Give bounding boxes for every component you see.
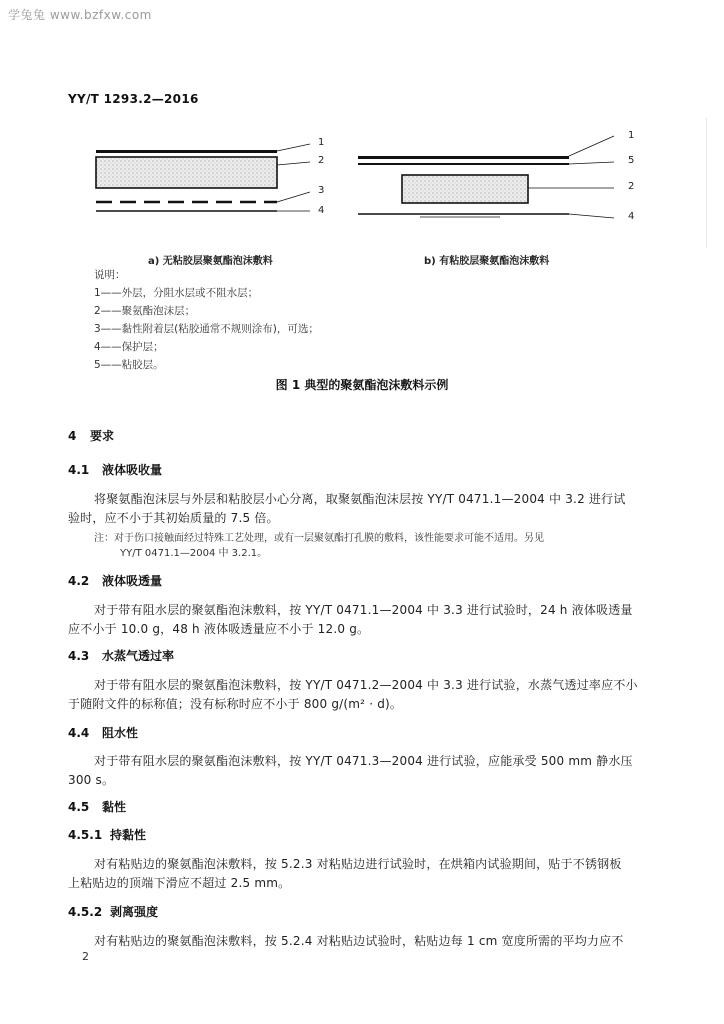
callout-a-2: 2 xyxy=(318,155,325,166)
section-title: 要求 xyxy=(90,429,115,443)
a-foam-layer xyxy=(96,157,277,188)
section-number: 4.5 xyxy=(68,800,90,814)
b-outer-layer xyxy=(358,156,569,159)
figure-title: 图 1 典型的聚氨酯泡沫敷料示例 xyxy=(275,378,449,392)
legend-item: 1——外层，分阻水层或不阻水层； xyxy=(94,287,259,299)
section-4-4-heading xyxy=(68,724,138,741)
callout-b-5: 5 xyxy=(628,155,635,166)
paragraph: 300 s。 xyxy=(68,773,115,787)
section-title: 阻水性 xyxy=(102,726,139,740)
section-number: 4 xyxy=(68,429,77,443)
legend-item: 3——黏性附着层(粘胶通常不规则涂布)，可选； xyxy=(94,323,319,335)
legend-title: 说明： xyxy=(94,269,126,281)
legend-item: 4——保护层； xyxy=(94,341,164,353)
section-4-heading xyxy=(68,427,114,444)
paragraph: 对有粘贴边的聚氨酯泡沫敷料，按 5.2.3 对粘贴边进行试验时，在烘箱内试验期间，贴于不锈钢板 xyxy=(94,857,622,871)
figure-a-layers xyxy=(96,144,310,211)
section-title: 液体吸收量 xyxy=(102,463,163,477)
section-title: 黏性 xyxy=(102,800,127,814)
legend-item: 2——聚氨酯泡沫层； xyxy=(94,305,196,317)
paragraph: 对有粘贴边的聚氨酯泡沫敷料，按 5.2.4 对粘贴边试验时，粘贴边每 1 cm 宽度所需的平均力应不 xyxy=(94,934,624,948)
figure-b-layers xyxy=(358,136,614,218)
callout-a-1: 1 xyxy=(318,137,325,148)
page-number: 2 xyxy=(82,950,89,963)
section-number: 4.4 xyxy=(68,726,90,740)
section-title: 剥离强度 xyxy=(110,905,159,919)
section-number: 4.5.1 xyxy=(68,828,103,842)
paragraph: 上粘贴边的顶端下滑应不超过 2.5 mm。 xyxy=(68,876,291,890)
section-number: 4.3 xyxy=(68,649,90,663)
callout-b-1: 1 xyxy=(628,130,635,141)
section-title: 水蒸气透过率 xyxy=(102,649,175,663)
watermark: 学兔兔 www.bzfxw.com xyxy=(8,8,152,22)
paragraph: 对于带有阻水层的聚氨酯泡沫敷料，按 YY/T 0471.2—2004 中 3.3 进行试验，水蒸气透过率应不小 xyxy=(94,678,638,692)
section-number: 4.2 xyxy=(68,574,90,588)
section-4-1-heading xyxy=(68,461,162,478)
paragraph: 应不小于 10.0 g，48 h 液体吸透量应不小于 12.0 g。 xyxy=(68,622,370,636)
a-outer-layer xyxy=(96,150,277,153)
legend xyxy=(94,266,319,374)
section-4-5-1-heading xyxy=(68,826,146,843)
section-4-3-heading xyxy=(68,647,174,664)
paragraph: 将聚氨酯泡沫层与外层和粘胶层小心分离，取聚氨酯泡沫层按 YY/T 0471.1—2004 中 3.2 进行试 xyxy=(94,492,626,506)
standard-code: YY/T 1293.2—2016 xyxy=(68,92,199,106)
callout-b-2: 2 xyxy=(628,181,635,192)
section-number: 4.5.2 xyxy=(68,905,103,919)
section-4-2-heading xyxy=(68,572,162,589)
note: 注：对于伤口接触面经过特殊工艺处理，或有一层聚氨酯打孔膜的敷料，该性能要求可能不适用。另见 xyxy=(94,533,544,544)
b-adhesive-layer xyxy=(358,163,569,165)
callout-a-3: 3 xyxy=(318,185,325,196)
section-4-5-2-heading xyxy=(68,903,158,920)
section-title: 持黏性 xyxy=(110,828,147,842)
figure-1-drawing xyxy=(0,120,724,270)
section-title: 液体吸透量 xyxy=(102,574,163,588)
figure-b-caption: b) 有粘胶层聚氨酯泡沫敷料 xyxy=(424,256,550,267)
section-4-5-heading xyxy=(68,798,126,815)
section-number: 4.1 xyxy=(68,463,90,477)
callout-a-4: 4 xyxy=(318,205,325,216)
b-foam-layer xyxy=(402,175,528,203)
paragraph: 对于带有阻水层的聚氨酯泡沫敷料，按 YY/T 0471.1—2004 中 3.3 进行试验时，24 h 液体吸透量 xyxy=(94,603,633,617)
paragraph: 验时，应不小于其初始质量的 7.5 倍。 xyxy=(68,511,279,525)
note: YY/T 0471.1—2004 中 3.2.1。 xyxy=(120,548,268,559)
paragraph: 对于带有阻水层的聚氨酯泡沫敷料，按 YY/T 0471.3—2004 进行试验，应能承受 500 mm 静水压 xyxy=(94,754,633,768)
legend-item: 5——粘胶层。 xyxy=(94,359,164,371)
figure-a-caption: a) 无粘胶层聚氨酯泡沫敷料 xyxy=(148,256,273,267)
paragraph: 于随附文件的标称值；没有标称时应不小于 800 g/(m² · d)。 xyxy=(68,697,403,711)
callout-b-4: 4 xyxy=(628,211,635,222)
